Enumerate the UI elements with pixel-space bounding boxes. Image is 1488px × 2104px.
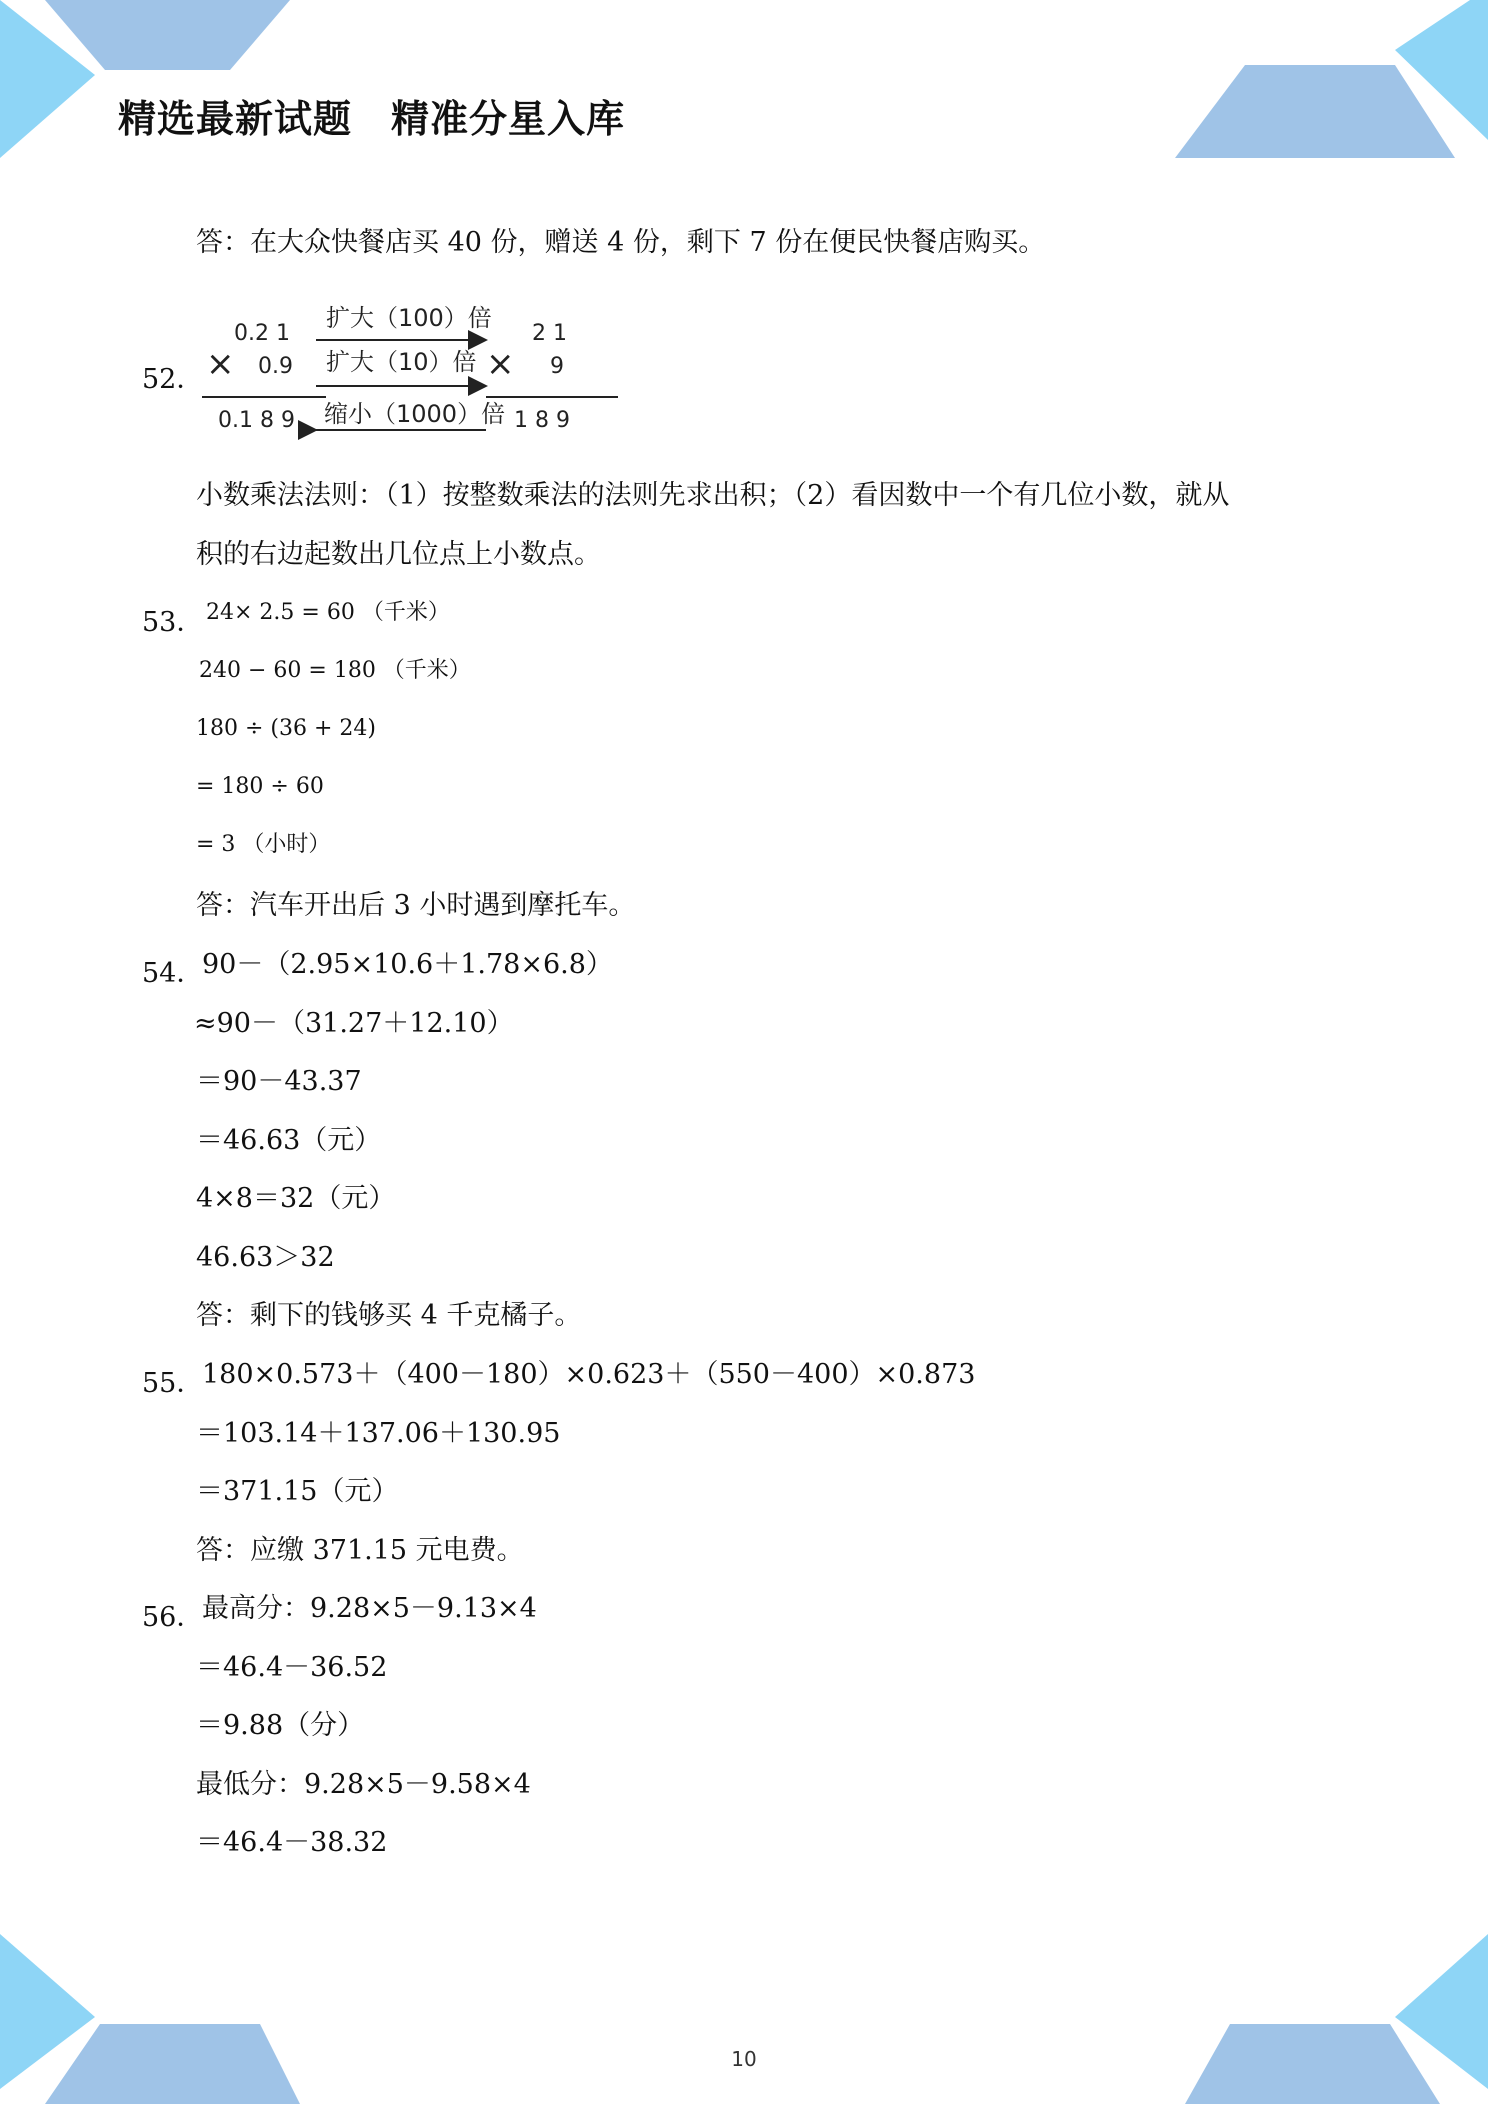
equation-line: = 180 ÷ 60	[196, 774, 324, 799]
right-bottom-number: 1 8 9	[514, 408, 570, 433]
equation-line: 4×8＝32（元）	[196, 1183, 396, 1214]
equation-line: ≈90－（31.27＋12.10）	[194, 1008, 514, 1039]
equation-line: ＝9.88（分）	[196, 1710, 365, 1741]
equation-line: ＝46.4－38.32	[196, 1827, 388, 1858]
equation-line: ＝103.14＋137.06＋130.95	[196, 1418, 561, 1449]
equation-line: 180 ÷ (36 + 24)	[196, 716, 376, 741]
arrow1-label: 扩大（100）倍	[326, 304, 492, 332]
equation-line: ＝90－43.37	[196, 1066, 362, 1097]
left-mid-number: 0.9	[258, 354, 293, 379]
header-title: 精选最新试题 精准分星入库	[118, 97, 626, 141]
answer-line: 答：剩下的钱够买 4 千克橘子。	[196, 1300, 582, 1331]
equation-line: = 3 （小时）	[196, 832, 331, 857]
left-top-number: 0.2 1	[234, 321, 290, 346]
right-top-number: 2 1	[532, 321, 567, 346]
deco-top-right-band	[1175, 65, 1455, 158]
page-number: 10	[731, 2047, 757, 2071]
question-number: 53．	[142, 607, 204, 638]
question-number: 55．	[142, 1368, 204, 1399]
question-number: 56．	[142, 1602, 204, 1633]
equation-line: 240 − 60 = 180 （千米）	[199, 658, 471, 683]
right-times-sign: ×	[486, 344, 515, 384]
arrow2-label: 扩大（10）倍	[326, 348, 477, 376]
equation-line: 90－（2.95×10.6＋1.78×6.8）	[202, 949, 613, 980]
answer-line: 答：在大众快餐店买 40 份，赠送 4 份，剩下 7 份在便民快餐店购买。	[196, 227, 1046, 258]
footer-decoration	[0, 1929, 1488, 2104]
equation-line: 24× 2.5 = 60 （千米）	[206, 600, 450, 625]
deco-top-left-band	[45, 0, 290, 70]
equation-line: ＝371.15（元）	[196, 1476, 399, 1507]
equation-line: 最高分：9.28×5－9.13×4	[202, 1593, 537, 1624]
question-number: 54．	[142, 958, 204, 989]
equation-line: ＝46.4－36.52	[196, 1652, 388, 1683]
right-mid-number: 9	[550, 354, 564, 379]
answer-line: 答：应缴 371.15 元电费。	[196, 1535, 524, 1566]
multiplication-diagram	[196, 290, 626, 440]
equation-line: 最低分：9.28×5－9.58×4	[196, 1769, 531, 1800]
answer-line: 答：汽车开出后 3 小时遇到摩托车。	[196, 890, 636, 921]
arrow3-label: 缩小（1000）倍	[324, 400, 506, 428]
left-times-sign: ×	[206, 344, 235, 384]
left-bottom-number: 0.1 8 9	[218, 408, 295, 433]
equation-line: ＝46.63（元）	[196, 1125, 382, 1156]
equation-line: 46.63＞32	[196, 1242, 335, 1273]
equation-line: 180×0.573＋（400－180）×0.623＋（550－400）×0.873	[202, 1359, 976, 1390]
rule-text: 积的右边起数出几位点上小数点。	[196, 539, 601, 570]
question-number: 52．	[142, 364, 204, 395]
rule-text: 小数乘法法则：（1）按整数乘法的法则先求出积；（2）看因数中一个有几位小数，就从	[196, 480, 1230, 511]
